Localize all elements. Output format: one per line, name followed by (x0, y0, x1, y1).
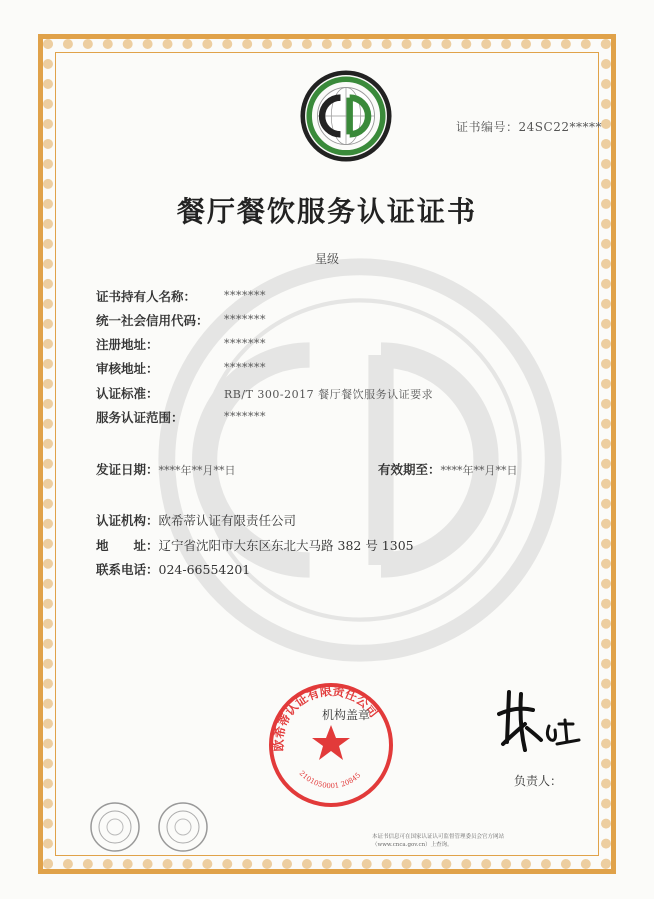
scope-label: 服务认证范围： (96, 410, 184, 425)
certificate-number-label: 证书编号： (456, 120, 519, 134)
issue-date-value: ****年**月**日 (158, 464, 236, 477)
signature (497, 684, 587, 764)
certificate-number (456, 118, 602, 135)
responsible-person-label: 负责人： (514, 774, 563, 788)
seal-number: 2101050001 20845 (297, 769, 363, 791)
holder-name-value: ******* (224, 289, 266, 302)
audit-address-label: 审核地址： (96, 361, 159, 376)
cert-body-label: 认证机构： (96, 513, 159, 528)
small-stamp-right (156, 800, 210, 854)
small-stamp-left (88, 800, 142, 854)
official-seal (266, 680, 396, 810)
expire-date-value: ****年**月**日 (440, 464, 518, 477)
scope-value: ******* (224, 410, 266, 423)
cert-body (96, 511, 296, 529)
certificate-title: 餐厅餐饮服务认证证书 (176, 195, 477, 228)
seal-ring-text: 欧希蒂认证有限责任公司 (271, 683, 381, 752)
phone (96, 560, 250, 578)
certificate-grade: 星级 (314, 252, 339, 266)
registered-address-label: 注册地址： (96, 337, 159, 352)
expire-date-label: 有效期至： (378, 462, 441, 477)
holder-name-label: 证书持有人名称： (96, 289, 197, 304)
seal-caption: 机构盖章 (322, 708, 371, 722)
address-label: 地 址： (96, 538, 159, 553)
phone-value: 024-66554201 (158, 562, 251, 577)
phone-label: 联系电话： (96, 562, 159, 577)
issue-date (96, 460, 236, 478)
credit-code-value: ******* (224, 313, 266, 326)
certificate-number-value: 24SC22***** (518, 120, 602, 134)
certification-logo (300, 70, 392, 162)
standard-label: 认证标准： (96, 386, 159, 401)
footnote: 本证书信息可在国家认证认可监督管理委员会官方网站（www.cnca.gov.cn）上查询。 (372, 834, 505, 848)
standard-value: RB/T 300-2017 餐厅餐饮服务认证要求 (224, 388, 434, 401)
svg-text:朱红: 朱红 (542, 762, 544, 763)
expire-date (378, 460, 518, 478)
address-value: 辽宁省沈阳市大东区东北大马路 382 号 1305 (158, 538, 414, 553)
registered-address-value: ******* (224, 337, 266, 350)
audit-address-value: ******* (224, 361, 266, 374)
credit-code-label: 统一社会信用代码： (96, 313, 209, 328)
address (96, 536, 414, 554)
issue-date-label: 发证日期： (96, 462, 159, 477)
cert-body-value: 欧希蒂认证有限责任公司 (158, 513, 297, 528)
